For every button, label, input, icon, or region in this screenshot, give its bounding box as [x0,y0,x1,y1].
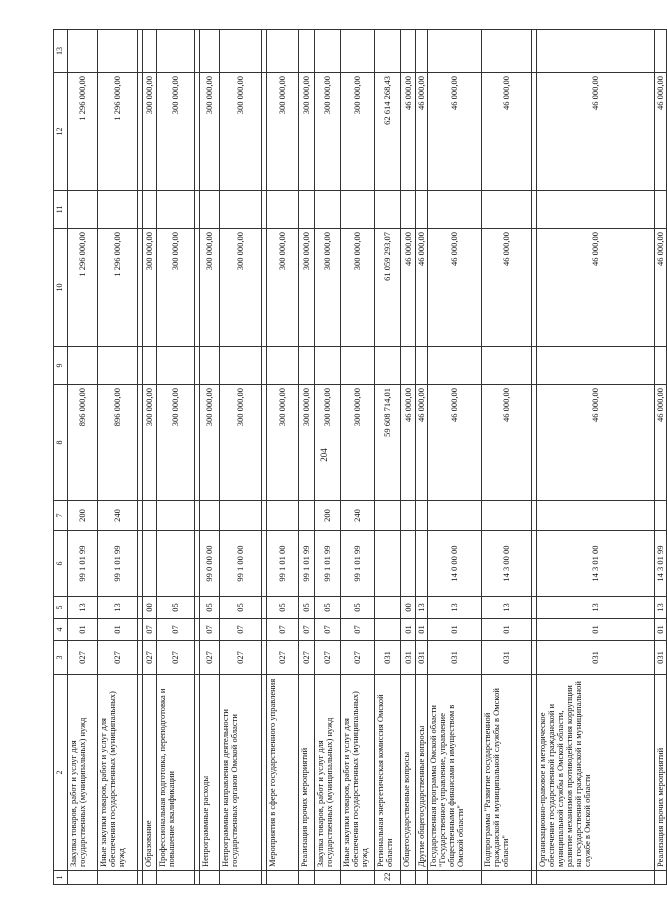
cell-col-13 [157,30,195,73]
cell-col-6 [143,531,157,597]
cell-col-5: 13 [98,597,138,619]
cell-col-2: Образование [143,675,157,871]
col-header: 10 [54,229,68,347]
cell-col-7 [416,501,428,531]
cell-col-4: 01 [428,619,482,641]
cell-col-3: 031 [537,641,655,675]
table-row [655,30,667,885]
cell-col-2: Общегосударственные вопросы [401,675,416,871]
cell-col-11 [428,191,482,229]
cell-col-1 [428,871,482,885]
cell-col-2: Мероприятия в сфере государственного управления [267,675,299,871]
cell-col-5: 05 [315,597,341,619]
cell-col-8: 300 000,00 [157,385,195,501]
cell-col-9 [68,347,98,385]
cell-col-9 [401,347,416,385]
cell-col-12: 46 000,00 [401,73,416,191]
table-row [375,30,401,885]
cell-col-1 [416,871,428,885]
cell-col-1: 22 [375,871,401,885]
cell-col-13 [220,30,262,73]
cell-col-2: Закупка товаров, работ и услуг для государственных (муниципальных) нужд [315,675,341,871]
cell-col-6 [401,531,416,597]
cell-col-6: 14 3 00 00 [482,531,532,597]
col-header: 9 [54,347,68,385]
cell-col-4: 07 [299,619,315,641]
cell-col-10: 300 000,00 [143,229,157,347]
cell-col-5: 05 [157,597,195,619]
cell-col-11 [299,191,315,229]
col-header: 11 [54,191,68,229]
cell-col-4: 01 [482,619,532,641]
cell-col-13 [416,30,428,73]
table-row [157,30,195,885]
cell-col-4 [375,619,401,641]
cell-col-7: 240 [341,501,375,531]
cell-col-2: Организационно-правовое и методическое обеспечение государственной гражданской и муниципальной службы в Омской области, развитие механизмов противодействия коррупции на государственной гражданской и муниципальной службе в Омской области [537,675,655,871]
cell-col-7 [299,501,315,531]
cell-col-8: 300 000,00 [315,385,341,501]
cell-col-3: 027 [68,641,98,675]
cell-col-4: 07 [200,619,220,641]
cell-col-12: 300 000,00 [315,73,341,191]
cell-col-10: 1 296 000,00 [98,229,138,347]
cell-col-7: 240 [98,501,138,531]
cell-col-2: Иные закупки товаров, работ и услуг для обеспечения государственных (муниципальных) нужд [341,675,375,871]
cell-col-7 [200,501,220,531]
cell-col-11 [143,191,157,229]
table-row [401,30,416,885]
cell-col-8: 46 000,00 [537,385,655,501]
cell-col-13 [200,30,220,73]
col-header: 12 [54,73,68,191]
cell-col-12: 300 000,00 [267,73,299,191]
cell-col-13 [482,30,532,73]
cell-col-11 [98,191,138,229]
cell-col-8: 896 000,00 [98,385,138,501]
table-row [482,30,532,885]
cell-col-2: Другие общегосударственные вопросы [416,675,428,871]
cell-col-5: 13 [68,597,98,619]
cell-col-7 [401,501,416,531]
cell-col-4: 07 [315,619,341,641]
cell-col-4: 01 [401,619,416,641]
cell-col-4: 07 [267,619,299,641]
cell-col-1 [200,871,220,885]
cell-col-10: 46 000,00 [428,229,482,347]
cell-col-9 [416,347,428,385]
cell-col-9 [428,347,482,385]
cell-col-9 [200,347,220,385]
cell-col-12: 46 000,00 [537,73,655,191]
cell-col-5: 13 [416,597,428,619]
cell-col-8: 300 000,00 [220,385,262,501]
cell-col-1 [341,871,375,885]
cell-col-8: 46 000,00 [655,385,667,501]
cell-col-2: Реализация прочих мероприятий [299,675,315,871]
cell-col-8: 46 000,00 [416,385,428,501]
cell-col-13 [143,30,157,73]
cell-col-10: 46 000,00 [655,229,667,347]
cell-col-3: 027 [220,641,262,675]
cell-col-6: 99 1 01 99 [299,531,315,597]
cell-col-12: 46 000,00 [482,73,532,191]
cell-col-13 [655,30,667,73]
cell-col-3: 027 [143,641,157,675]
cell-col-5: 05 [267,597,299,619]
cell-col-3: 031 [482,641,532,675]
cell-col-13 [428,30,482,73]
cell-col-11 [267,191,299,229]
cell-col-6: 14 3 01 00 [537,531,655,597]
cell-col-5: 00 [401,597,416,619]
table-row [299,30,315,885]
cell-col-3: 027 [157,641,195,675]
cell-col-13 [299,30,315,73]
cell-col-3: 031 [655,641,667,675]
col-header: 3 [54,641,68,675]
cell-col-9 [98,347,138,385]
cell-col-6: 99 1 01 99 [98,531,138,597]
cell-col-2: Закупка товаров, работ и услуг для государственных (муниципальных) нужд [68,675,98,871]
cell-col-7 [428,501,482,531]
col-header: 7 [54,501,68,531]
cell-col-9 [537,347,655,385]
cell-col-1 [401,871,416,885]
cell-col-2: Иные закупки товаров, работ и услуг для обеспечения государственных (муниципальных) нужд [98,675,138,871]
cell-col-7 [375,501,401,531]
cell-col-10: 46 000,00 [416,229,428,347]
cell-col-10: 300 000,00 [220,229,262,347]
table-row [315,30,341,885]
cell-col-5 [375,597,401,619]
cell-col-7: 200 [315,501,341,531]
cell-col-11 [537,191,655,229]
cell-col-3: 031 [375,641,401,675]
cell-col-1 [537,871,655,885]
budget-table [53,29,667,885]
table-row [267,30,299,885]
cell-col-8: 300 000,00 [341,385,375,501]
cell-col-10: 300 000,00 [267,229,299,347]
cell-col-7 [157,501,195,531]
cell-col-13 [537,30,655,73]
table-row [537,30,655,885]
cell-col-2: Государственная программа Омской области "Государственное управление, управление общественными финансами и имуществом в Омской области" [428,675,482,871]
cell-col-10: 46 000,00 [401,229,416,347]
table-row [220,30,262,885]
cell-col-2: Подпрограмма "Развитие государственной гражданской и муниципальной службы в Омской области" [482,675,532,871]
cell-col-8: 300 000,00 [299,385,315,501]
cell-col-12: 300 000,00 [220,73,262,191]
cell-col-6: 99 1 01 99 [315,531,341,597]
cell-col-2: Непрограммные направления деятельности государственных органов Омской области [220,675,262,871]
cell-col-10: 1 296 000,00 [68,229,98,347]
cell-col-7 [267,501,299,531]
cell-col-9 [157,347,195,385]
cell-col-3: 027 [341,641,375,675]
cell-col-5: 05 [299,597,315,619]
cell-col-13 [98,30,138,73]
cell-col-12: 46 000,00 [428,73,482,191]
cell-col-4: 01 [537,619,655,641]
cell-col-3: 027 [98,641,138,675]
cell-col-13 [341,30,375,73]
cell-col-1 [157,871,195,885]
cell-col-2: Реализация прочих мероприятий [655,675,667,871]
cell-col-2: Региональная энергетическая комиссия Омской области [375,675,401,871]
cell-col-8: 59 608 714,01 [375,385,401,501]
cell-col-12: 300 000,00 [299,73,315,191]
cell-col-12: 46 000,00 [655,73,667,191]
cell-col-1 [315,871,341,885]
cell-col-9 [482,347,532,385]
cell-col-10: 61 059 293,07 [375,229,401,347]
col-header: 1 [54,871,68,885]
cell-col-11 [200,191,220,229]
cell-col-2: Непрограммные расходы [200,675,220,871]
cell-col-8: 896 000,00 [68,385,98,501]
cell-col-5: 05 [200,597,220,619]
cell-col-12: 46 000,00 [416,73,428,191]
cell-col-11 [220,191,262,229]
cell-col-5: 13 [655,597,667,619]
cell-col-7 [143,501,157,531]
cell-col-6: 99 1 01 99 [68,531,98,597]
cell-col-6 [157,531,195,597]
col-header: 2 [54,675,68,871]
cell-col-1 [482,871,532,885]
cell-col-8: 300 000,00 [143,385,157,501]
cell-col-1 [267,871,299,885]
cell-col-4: 07 [220,619,262,641]
cell-col-4: 07 [341,619,375,641]
cell-col-6: 99 1 00 00 [220,531,262,597]
cell-col-3: 031 [428,641,482,675]
cell-col-6: 99 0 00 00 [200,531,220,597]
table-row [68,30,98,885]
cell-col-3: 027 [200,641,220,675]
table-row [98,30,138,885]
cell-col-9 [220,347,262,385]
cell-col-6 [416,531,428,597]
cell-col-1 [220,871,262,885]
cell-col-12: 62 614 268,43 [375,73,401,191]
cell-col-1 [68,871,98,885]
cell-col-3: 027 [315,641,341,675]
cell-col-10: 300 000,00 [299,229,315,347]
cell-col-12: 1 296 000,00 [98,73,138,191]
cell-col-3: 031 [416,641,428,675]
cell-col-9 [299,347,315,385]
cell-col-10: 300 000,00 [341,229,375,347]
cell-col-8: 46 000,00 [428,385,482,501]
cell-col-9 [341,347,375,385]
cell-col-8: 300 000,00 [200,385,220,501]
cell-col-4: 07 [157,619,195,641]
cell-col-3: 031 [401,641,416,675]
col-header: 13 [54,30,68,73]
cell-col-11 [655,191,667,229]
cell-col-9 [375,347,401,385]
cell-col-7 [655,501,667,531]
cell-col-13 [401,30,416,73]
cell-col-7 [220,501,262,531]
cell-col-10: 300 000,00 [157,229,195,347]
cell-col-9 [143,347,157,385]
cell-col-10: 46 000,00 [482,229,532,347]
page-number: 204 [319,448,329,462]
cell-col-11 [416,191,428,229]
cell-col-11 [315,191,341,229]
cell-col-1 [299,871,315,885]
cell-col-7: 200 [68,501,98,531]
cell-col-8: 300 000,00 [267,385,299,501]
cell-col-5: 13 [428,597,482,619]
cell-col-1 [655,871,667,885]
cell-col-6: 14 0 00 00 [428,531,482,597]
cell-col-2: Профессиональная подготовка, переподготовка и повышение квалификации [157,675,195,871]
cell-col-12: 300 000,00 [143,73,157,191]
cell-col-11 [482,191,532,229]
cell-col-7 [482,501,532,531]
cell-col-6: 14 3 01 99 [655,531,667,597]
cell-col-11 [341,191,375,229]
cell-col-1 [143,871,157,885]
table-row [416,30,428,885]
cell-col-4: 01 [68,619,98,641]
header-row [54,30,68,885]
cell-col-13 [68,30,98,73]
cell-col-4: 07 [143,619,157,641]
col-header: 5 [54,597,68,619]
cell-col-4: 01 [98,619,138,641]
cell-col-9 [267,347,299,385]
cell-col-12: 300 000,00 [200,73,220,191]
cell-col-12: 1 296 000,00 [68,73,98,191]
cell-col-8: 46 000,00 [482,385,532,501]
cell-col-11 [68,191,98,229]
col-header: 8 [54,385,68,501]
cell-col-10: 46 000,00 [537,229,655,347]
cell-col-9 [655,347,667,385]
cell-col-10: 300 000,00 [200,229,220,347]
table-row [200,30,220,885]
cell-col-12: 300 000,00 [157,73,195,191]
cell-col-8: 46 000,00 [401,385,416,501]
cell-col-9 [315,347,341,385]
rotated-page [53,30,666,885]
cell-col-13 [375,30,401,73]
cell-col-6: 99 1 01 00 [267,531,299,597]
cell-col-6: 99 1 01 99 [341,531,375,597]
cell-col-13 [315,30,341,73]
cell-col-5: 05 [341,597,375,619]
table-row [143,30,157,885]
cell-col-11 [401,191,416,229]
cell-col-11 [157,191,195,229]
table-row [428,30,482,885]
cell-col-6 [375,531,401,597]
cell-col-4: 01 [655,619,667,641]
cell-col-10: 300 000,00 [315,229,341,347]
cell-col-5: 13 [537,597,655,619]
cell-col-13 [267,30,299,73]
cell-col-1 [98,871,138,885]
cell-col-7 [537,501,655,531]
cell-col-5: 05 [220,597,262,619]
cell-col-5: 00 [143,597,157,619]
cell-col-3: 027 [299,641,315,675]
cell-col-11 [375,191,401,229]
cell-col-12: 300 000,00 [341,73,375,191]
cell-col-5: 13 [482,597,532,619]
cell-col-3: 027 [267,641,299,675]
col-header: 4 [54,619,68,641]
cell-col-4: 01 [416,619,428,641]
table-row [341,30,375,885]
col-header: 6 [54,531,68,597]
